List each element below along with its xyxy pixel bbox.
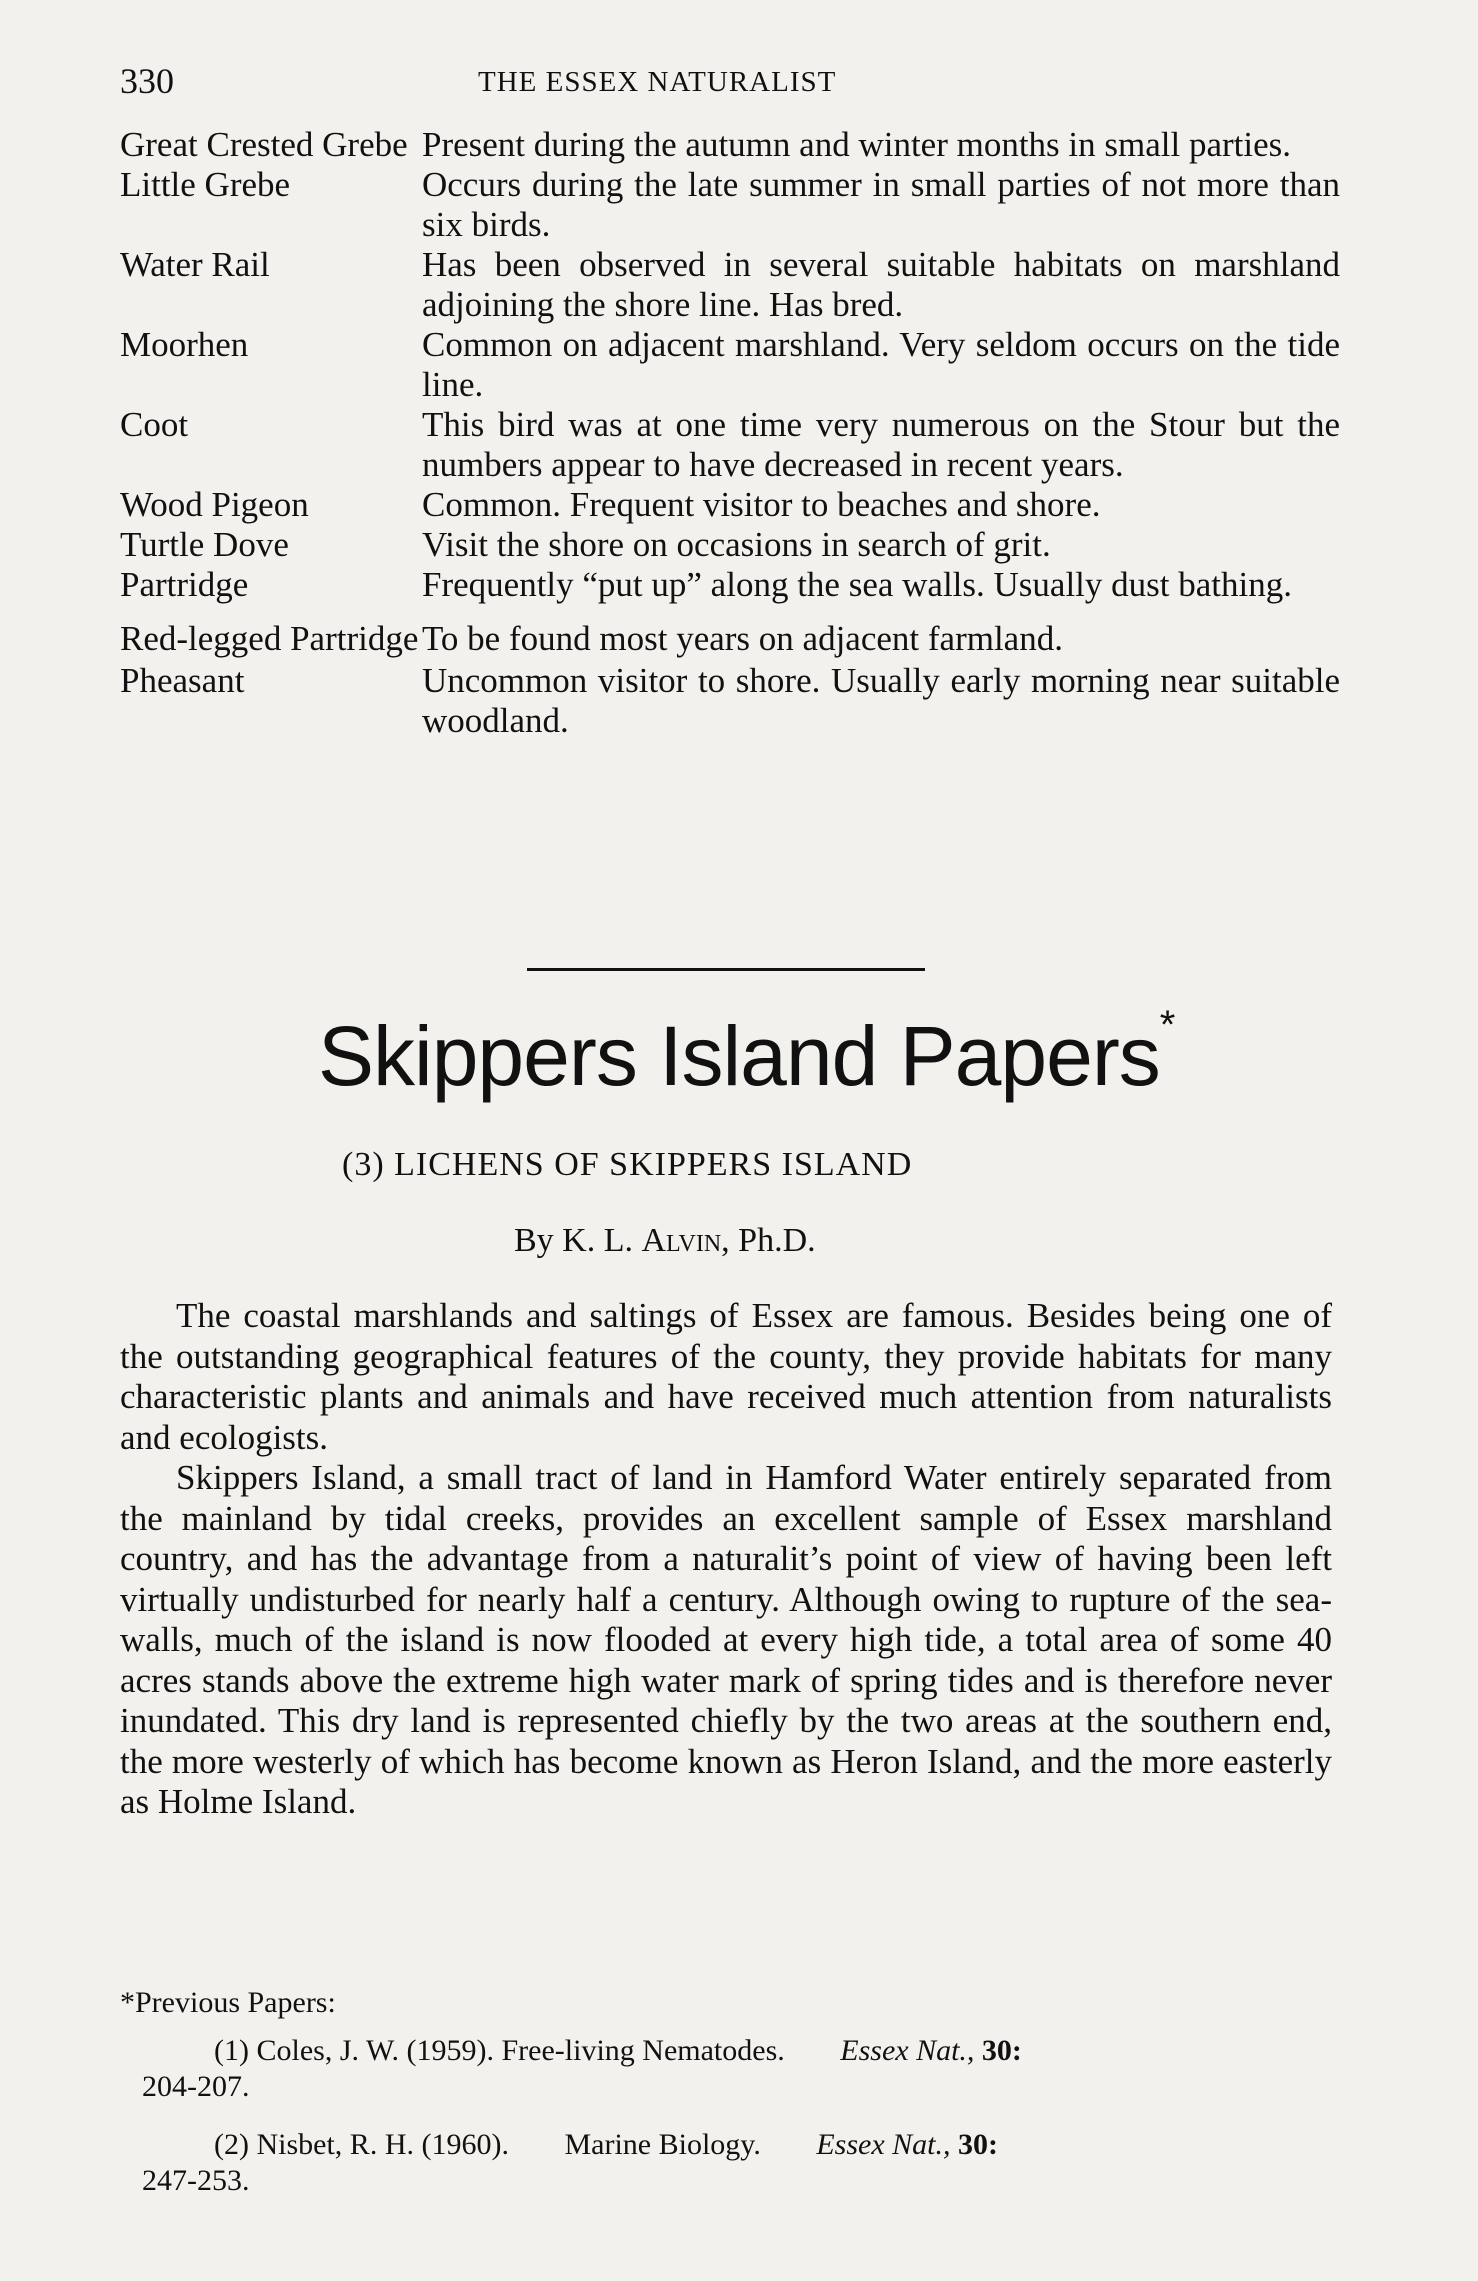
species-row bbox=[120, 405, 1340, 485]
species-row bbox=[120, 661, 1340, 741]
species-name: Great Crested Grebe bbox=[120, 125, 408, 164]
footnote-number: (1) bbox=[214, 2034, 249, 2067]
footnote-number: (2) bbox=[214, 2128, 249, 2161]
footnote-item bbox=[142, 2032, 1336, 2106]
species-description: Uncommon visitor to shore. Usually early morning near suitable woodland. bbox=[422, 661, 1340, 740]
section-divider bbox=[527, 968, 925, 971]
article-title-text: Skippers Island Papers bbox=[318, 1009, 1160, 1103]
page-number: 330 bbox=[120, 61, 174, 101]
species-name: Turtle Dove bbox=[120, 525, 289, 564]
footnote-authors: Coles, J. W. (1959). bbox=[256, 2034, 494, 2067]
species-row bbox=[120, 125, 1340, 165]
species-description: Frequently “put up” along the sea walls. Usually dust bathing. bbox=[422, 565, 1292, 604]
species-description: Visit the shore on occasions in search of grit. bbox=[422, 525, 1051, 564]
species-row bbox=[120, 485, 1340, 525]
byline bbox=[514, 1222, 816, 1260]
species-table bbox=[120, 125, 1340, 741]
footnote-title: Marine Biology. bbox=[564, 2128, 761, 2161]
footnote-label: *Previous Papers: bbox=[120, 1986, 336, 2019]
species-row bbox=[120, 565, 1340, 605]
article-body bbox=[120, 1296, 1332, 1823]
species-description: Present during the autumn and winter months in small parties. bbox=[422, 125, 1292, 164]
species-name: Moorhen bbox=[120, 325, 249, 364]
species-name: Wood Pigeon bbox=[120, 485, 309, 524]
species-name: Coot bbox=[120, 405, 189, 444]
species-name: Partridge bbox=[120, 565, 249, 604]
footnote-pages: 204-207. bbox=[142, 2070, 250, 2103]
article-title bbox=[318, 1003, 1175, 1105]
author-name: Alvin bbox=[641, 1222, 722, 1259]
species-description: Occurs during the late summer in small parties of not more than six birds. bbox=[422, 165, 1340, 244]
footnote-marker: * bbox=[1159, 1003, 1175, 1047]
species-name: Pheasant bbox=[120, 661, 245, 700]
footnote-volume: 30: bbox=[981, 2034, 1022, 2067]
footnote-volume: 30: bbox=[958, 2128, 998, 2161]
footnote-pages: 247-253. bbox=[142, 2164, 250, 2197]
paragraph: The coastal marshlands and saltings of Essex are famous. Besides being one of the outstanding geographical features of the county, they provide habitats for many characteristic plants and animals and have received much attention from naturalists and ecologists. bbox=[120, 1296, 1332, 1457]
species-row bbox=[120, 165, 1340, 245]
paragraph: Skippers Island, a small tract of land in Hamford Water entirely separated from the mainland by tidal creeks, provides an excellent sample of Essex marshland country, and has the advantage from a naturalit’s point of view of having been left virtually undisturbed for nearly half a century. Although owing to rupture of the sea-walls, much of the island is now flooded at every high tide, a total area of some 40 acres stands above the extreme high water mark of spring tides and is therefore never inundated. This dry land is represented chiefly by the two areas at the southern end, the more westerly of which has become known as Heron Island, and the more easterly as Holme Island. bbox=[120, 1458, 1332, 1821]
species-description: To be found most years on adjacent farmland. bbox=[422, 619, 1063, 658]
article-subtitle: (3) LICHENS OF SKIPPERS ISLAND bbox=[342, 1146, 913, 1183]
footnote-authors: Nisbet, R. H. (1960). bbox=[256, 2128, 509, 2161]
species-description: Common on adjacent marshland. Very seldom occurs on the tide line. bbox=[422, 325, 1340, 404]
species-description: This bird was at one time very numerous on the Stour but the numbers appear to have decreased in recent years. bbox=[422, 405, 1340, 484]
species-row bbox=[120, 245, 1340, 325]
species-row bbox=[120, 619, 1340, 659]
species-description: Has been observed in several suitable habitats on marshland adjoining the shore line. Has bred. bbox=[422, 245, 1340, 324]
footnotes bbox=[142, 2032, 1336, 2220]
species-row bbox=[120, 525, 1340, 565]
species-description: Common. Frequent visitor to beaches and shore. bbox=[422, 485, 1101, 524]
species-name: Water Rail bbox=[120, 245, 270, 284]
byline-suffix: , Ph.D. bbox=[721, 1222, 816, 1259]
running-head: THE ESSEX NATURALIST bbox=[478, 66, 837, 98]
footnote-title: Free-living Nematodes. bbox=[501, 2034, 785, 2067]
footnote-item bbox=[142, 2126, 1336, 2200]
byline-prefix: By K. L. bbox=[514, 1222, 642, 1259]
species-name: Red-legged Partridge bbox=[120, 619, 419, 658]
species-name: Little Grebe bbox=[120, 165, 291, 204]
footnote-journal: Essex Nat., bbox=[840, 2034, 975, 2067]
footnote-journal: Essex Nat., bbox=[816, 2128, 951, 2161]
species-row bbox=[120, 325, 1340, 405]
